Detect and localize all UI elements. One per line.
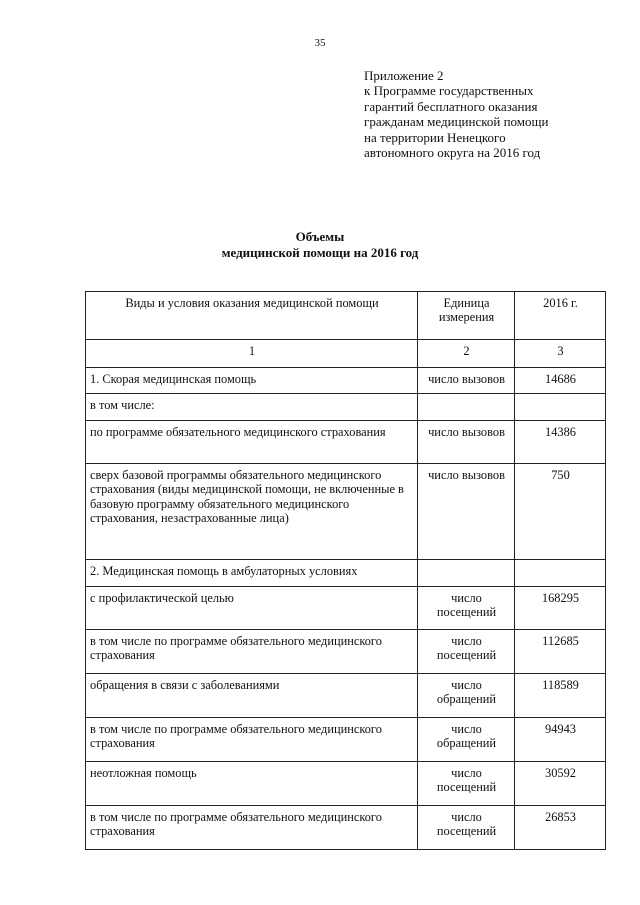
document-title [0, 229, 640, 261]
appendix-line: Приложение 2 [364, 68, 444, 83]
numbering-cell: 2 [418, 340, 515, 368]
table-row [86, 421, 606, 464]
row-unit: число обращений [418, 674, 515, 718]
row-name: 1. Скорая медицинская помощь [86, 368, 418, 394]
table-row [86, 464, 606, 560]
table-row [86, 718, 606, 762]
table-numbering-row [86, 340, 606, 368]
table-row [86, 560, 606, 587]
header-cell-type: Виды и условия оказания медицинской помощи [86, 292, 418, 340]
row-unit: число вызовов [418, 368, 515, 394]
table-row [86, 806, 606, 850]
header-cell-year: 2016 г. [515, 292, 606, 340]
row-value: 94943 [515, 718, 606, 762]
title-line-1: Объемы [295, 229, 345, 244]
table-row [86, 394, 606, 421]
volumes-table [85, 291, 606, 850]
row-name: по программе обязательного медицинского страхования [86, 421, 418, 464]
header-cell-unit: Единица измерения [418, 292, 515, 340]
appendix-line: гражданам медицинской помощи [364, 114, 549, 130]
table-row [86, 630, 606, 674]
row-name: с профилактической целью [86, 587, 418, 630]
numbering-cell: 1 [86, 340, 418, 368]
row-value: 26853 [515, 806, 606, 850]
table-header-row [86, 292, 606, 340]
row-value [515, 394, 606, 421]
row-value: 168295 [515, 587, 606, 630]
numbering-cell: 3 [515, 340, 606, 368]
row-unit: число посещений [418, 762, 515, 806]
row-unit: число посещений [418, 630, 515, 674]
row-name: сверх базовой программы обязательного медицинского страхования (виды медицинской помощи, не включенные в базовую программу обязательного медицинского страхования, незастрахованные лица) [86, 464, 418, 560]
table-row [86, 762, 606, 806]
row-value: 14686 [515, 368, 606, 394]
row-unit: число обращений [418, 718, 515, 762]
appendix-line: к Программе государственных [364, 83, 534, 99]
row-value: 750 [515, 464, 606, 560]
appendix-line: автономного округа на 2016 год [364, 145, 541, 161]
appendix-header [364, 68, 614, 160]
row-value: 30592 [515, 762, 606, 806]
row-name: в том числе по программе обязательного медицинского страхования [86, 718, 418, 762]
table-row [86, 587, 606, 630]
row-unit: число вызовов [418, 464, 515, 560]
title-line-2: медицинской помощи на 2016 год [221, 245, 419, 260]
row-name: неотложная помощь [86, 762, 418, 806]
table-row [86, 674, 606, 718]
page-number: 35 [314, 37, 326, 49]
row-value: 112685 [515, 630, 606, 674]
row-unit [418, 394, 515, 421]
appendix-line: гарантий бесплатного оказания [364, 98, 538, 114]
table-row [86, 368, 606, 394]
row-name: 2. Медицинская помощь в амбулаторных условиях [86, 560, 418, 587]
row-name: в том числе по программе обязательного медицинского страхования [86, 630, 418, 674]
appendix-line: на территории Ненецкого [364, 129, 506, 145]
row-unit [418, 560, 515, 587]
row-name: обращения в связи с заболеваниями [86, 674, 418, 718]
row-value: 118589 [515, 674, 606, 718]
row-value [515, 560, 606, 587]
row-name: в том числе по программе обязательного медицинского страхования [86, 806, 418, 850]
row-unit: число посещений [418, 587, 515, 630]
row-unit: число вызовов [418, 421, 515, 464]
row-name: в том числе: [86, 394, 418, 421]
row-unit: число посещений [418, 806, 515, 850]
row-value: 14386 [515, 421, 606, 464]
